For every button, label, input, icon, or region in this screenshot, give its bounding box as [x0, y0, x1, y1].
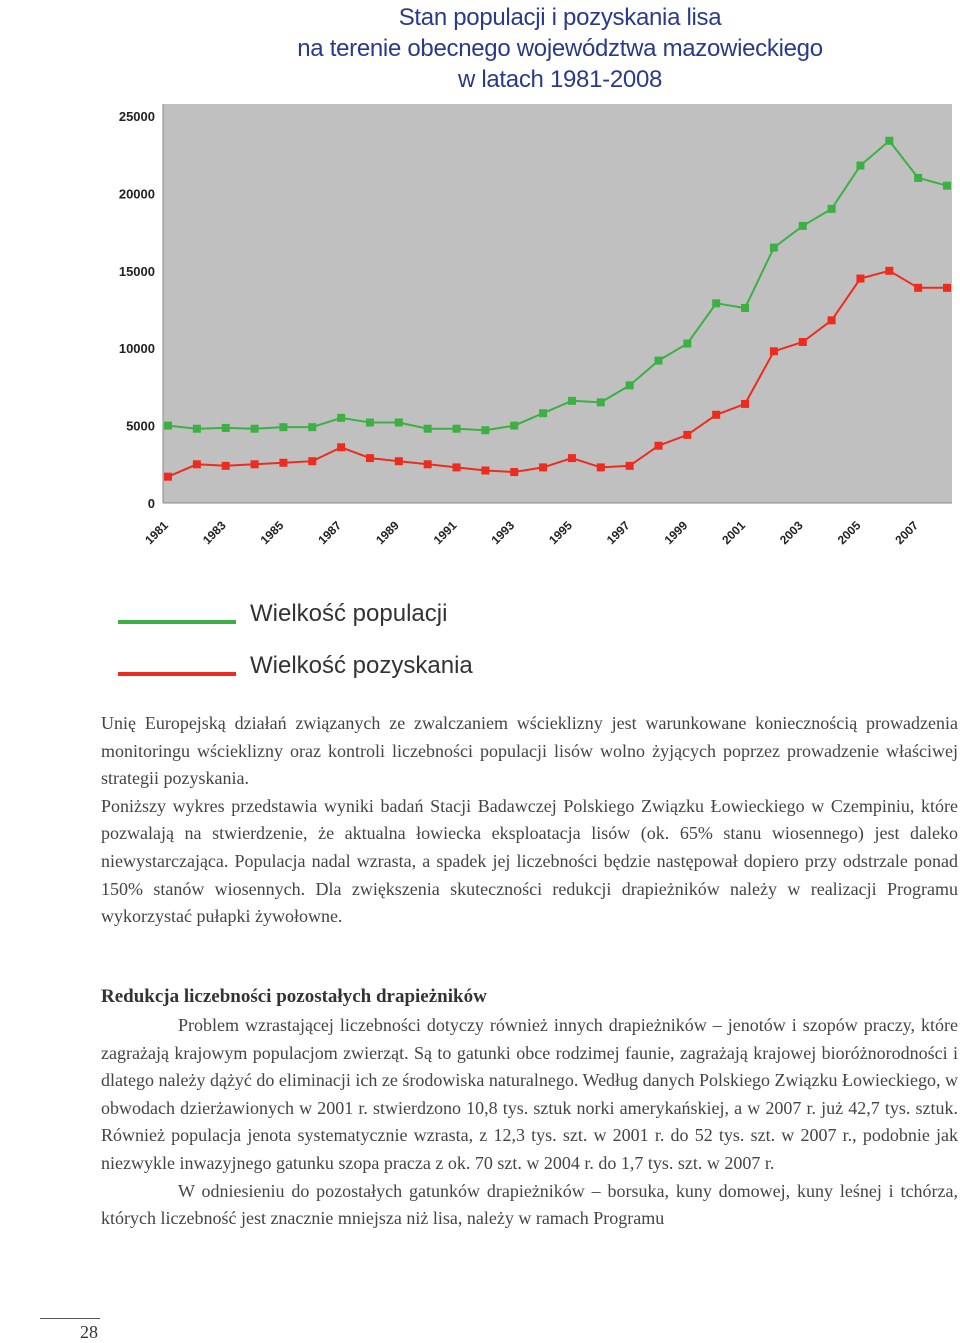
intro-paragraph-1: Unię Europejską działań związanych ze zwalczaniem wścieklizny jest warunkowane koniecznością prowadzenia monitoringu wścieklizny oraz kontroli liczebności populacji lisów wolno żyjących poprzez prowadzenie właściwej strategii pozyskania.	[101, 713, 958, 789]
y-tick-label: 25000	[118, 109, 155, 124]
page-number: 28	[80, 1322, 98, 1342]
data-point-harvest	[914, 284, 922, 292]
data-point-population	[279, 423, 287, 431]
data-point-population	[683, 340, 691, 348]
data-point-population	[251, 425, 259, 433]
section-text	[101, 1012, 958, 1233]
data-point-harvest	[222, 462, 230, 470]
legend-swatch-harvest	[118, 672, 236, 676]
legend-label-population: Wielkość populacji	[250, 600, 448, 627]
data-point-population	[222, 424, 230, 432]
y-tick-label: 10000	[118, 341, 155, 357]
data-point-harvest	[164, 473, 172, 481]
data-point-population	[308, 423, 316, 431]
data-point-harvest	[683, 431, 691, 439]
data-point-population	[597, 398, 605, 406]
data-point-population	[770, 244, 778, 252]
data-point-harvest	[741, 400, 749, 408]
legend-item-harvest	[110, 648, 570, 688]
y-tick-label: 5000	[126, 418, 155, 434]
intro-text	[101, 710, 958, 931]
data-point-population	[337, 414, 345, 422]
data-point-harvest	[770, 347, 778, 355]
data-point-harvest	[597, 463, 605, 471]
x-tick-label: 1987	[315, 518, 345, 548]
x-tick-label: 2007	[892, 518, 922, 548]
section-paragraph-2: W odniesieniu do pozostałych gatunków drapieżników – borsuka, kuny domowej, kuny leśnej i tchórza, których liczebność jest znacznie mniejsza niż lisa, należy w ramach Programu	[101, 1180, 958, 1229]
data-point-population	[712, 299, 720, 307]
data-point-population	[539, 409, 547, 417]
data-point-population	[395, 419, 403, 427]
data-point-population	[914, 174, 922, 182]
x-tick-label: 1995	[546, 518, 575, 548]
data-point-population	[453, 425, 461, 433]
data-point-harvest	[654, 442, 662, 450]
data-point-population	[510, 422, 518, 430]
x-tick-label: 2005	[834, 518, 864, 548]
data-point-harvest	[193, 460, 201, 468]
data-point-harvest	[251, 460, 259, 468]
data-point-harvest	[943, 284, 951, 292]
x-tick-label: 1991	[430, 518, 460, 548]
data-point-harvest	[453, 463, 461, 471]
data-point-harvest	[279, 459, 287, 467]
data-point-population	[568, 397, 576, 405]
y-tick-label: 15000	[118, 263, 155, 279]
x-tick-label: 1985	[257, 518, 287, 548]
x-tick-label: 1993	[488, 518, 518, 548]
data-point-population	[366, 419, 374, 427]
line-chart	[0, 100, 960, 560]
data-point-population	[481, 426, 489, 434]
legend-item-population	[110, 596, 570, 636]
data-point-population	[626, 381, 634, 389]
data-point-population	[193, 425, 201, 433]
data-point-harvest	[395, 457, 403, 465]
data-point-harvest	[799, 338, 807, 346]
plot-area	[163, 104, 952, 503]
data-point-harvest	[712, 411, 720, 419]
data-point-population	[856, 162, 864, 170]
data-point-harvest	[626, 462, 634, 470]
data-point-harvest	[337, 443, 345, 451]
intro-paragraph-2: Poniższy wykres przedstawia wyniki badań Stacji Badawczej Polskiego Związku Łowieckiego w Czempiniu, które pozwalają na stwierdzenie, że aktualna łowiecka eksploatacja lisów (ok. 65% stanu wiosennego) jest daleko niewystarczająca. Populacja nadal wzrasta, a spadek jej liczebności będzie następował dopiero przy odstrzale ponad 150% stanów wiosennych. Dla zwiększenia skuteczności redukcji drapieżników należy w realizacji Programu wykorzystać pułapki żywołowne.	[101, 795, 958, 927]
data-point-harvest	[424, 460, 432, 468]
data-point-population	[828, 205, 836, 213]
data-point-harvest	[308, 457, 316, 465]
x-tick-label: 1981	[142, 518, 172, 548]
chart-title-line-3: w latach 1981-2008	[457, 66, 663, 93]
x-tick-label: 1989	[373, 518, 402, 548]
data-point-harvest	[510, 468, 518, 476]
legend-swatch-population	[118, 620, 236, 624]
section-paragraph-1: Problem wzrastającej liczebności dotyczy również innych drapieżników – jenotów i szopów praczy, które zagrażają krajowym populacjom zwierząt. Są to gatunki obce rodzimej faunie, zagrażają krajowej bioróżnorodności i dlatego należy dążyć do eliminacji ich ze środowiska naturalnego. Według danych Polskiego Związku Łowieckiego, w obwodach dzierżawionych w 2001 r. stwierdzono 10,8 tys. sztuk norki amerykańskiej, a w 2007 r. już 42,7 tys. sztuk. Również populacja jenota systematycznie wzrasta, z 12,3 tys. szt. w 2001 r. do 52 tys. szt. w 2007 r., podobnie jak niezwykle inwazyjnego gatunku szopa pracza z ok. 70 szt. w 2004 r. do 1,7 tys. szt. w 2007 r.	[101, 1015, 958, 1173]
data-point-harvest	[481, 466, 489, 474]
data-point-population	[424, 425, 432, 433]
data-point-harvest	[366, 454, 374, 462]
data-point-population	[741, 304, 749, 312]
chart-title-line-2: na terenie obecnego województwa mazowieckiego	[297, 35, 823, 62]
x-tick-label: 1999	[661, 518, 691, 548]
data-point-harvest	[828, 316, 836, 324]
footer-rule	[40, 1318, 100, 1319]
chart-title-line-1: Stan populacji i pozyskania lisa	[398, 4, 722, 31]
chart-legend	[110, 596, 570, 692]
chart-title	[260, 2, 860, 95]
data-point-population	[654, 357, 662, 365]
x-tick-label: 2001	[719, 518, 749, 548]
data-point-harvest	[539, 463, 547, 471]
x-tick-label: 2003	[776, 518, 806, 548]
x-tick-label: 1983	[199, 518, 229, 548]
data-point-harvest	[856, 275, 864, 283]
data-point-population	[799, 222, 807, 230]
section-heading: Redukcja liczebności pozostałych drapieżników	[101, 986, 487, 1007]
data-point-harvest	[885, 267, 893, 275]
data-point-population	[164, 422, 172, 430]
y-tick-label: 20000	[118, 186, 155, 202]
data-point-population	[885, 137, 893, 145]
legend-label-harvest: Wielkość pozyskania	[250, 652, 473, 679]
x-tick-label: 1997	[603, 518, 633, 548]
data-point-harvest	[568, 454, 576, 462]
y-tick-label: 0	[147, 496, 155, 511]
data-point-population	[943, 182, 951, 190]
